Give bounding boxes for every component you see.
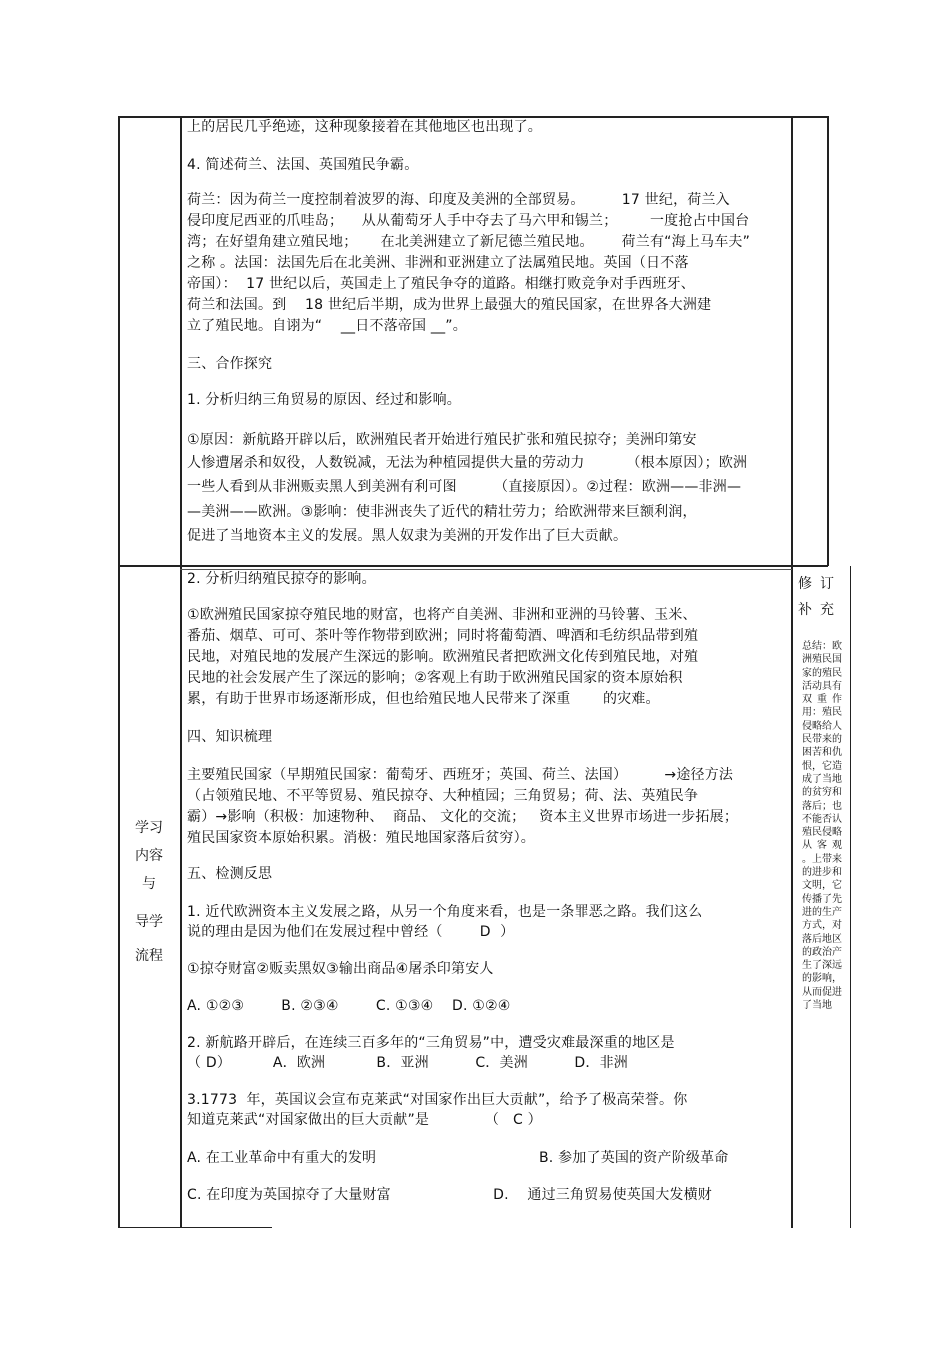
left-label: 与 [142, 876, 156, 892]
text-line: —美洲——欧洲。③影响：使非洲丧失了近代的精壮劳力；给欧洲带来巨额利润， [187, 504, 697, 520]
table-bottom-border [118, 1227, 272, 1228]
text-line: 上的居民几乎绝迹，这种现象接着在其他地区也出现了。 [187, 119, 542, 135]
question-text: 3.1773 年，英国议会宣布克莱武“对国家作出巨大贡献”，给予了极高荣誉。你 [187, 1092, 688, 1108]
question-heading: 1. 分析归纳三角贸易的原因、经过和影响。 [187, 392, 462, 408]
text-line: 民地，对殖民地的发展产生深远的影响。欧洲殖民者把欧洲文化传到殖民地，对殖 [187, 649, 699, 665]
table-right-border-lower [850, 566, 851, 1228]
text-line: 主要殖民国家（早期殖民国家：葡萄牙、西班牙；英国、荷兰、法国） →途径方法 [187, 767, 734, 783]
left-label: 内容 [135, 848, 163, 864]
text-line: （占领殖民地、不平等贸易、殖民掠夺、大种植园；三角贸易；荷、法、英殖民争 [187, 788, 699, 804]
section-heading: 四、知识梳理 [187, 729, 273, 745]
text-line: 立了殖民地。自诩为“ __日不落帝国 __”。 [187, 318, 467, 334]
section-heading: 三、合作探究 [187, 356, 273, 372]
revision-title: 补充 [798, 602, 842, 618]
section-heading: 五、检测反思 [187, 866, 273, 882]
question-options: A. 在工业革命中有重大的发明 B. 参加了英国的资产阶级革命 [187, 1150, 729, 1166]
question-text: 知道克莱武“对国家做出的巨大贡献”是 （ C ） [187, 1112, 542, 1128]
left-label: 学习 [135, 820, 163, 836]
revision-note: 总结：欧洲殖民国家的殖民活动具有双重作用：殖民侵略给人民带来的困苦和仇恨，它造成了当地的贫穷和落后；也不能否认殖民侵略从客观 。上带来的进步和文明，它传播了先进的生产方式，对落后地区的政治产生了深远的影响，从而促进了当地 [802, 641, 842, 1012]
question-text: 说的理由是因为他们在发展过程中曾经（ D ） [187, 924, 515, 940]
question-text: 2. 新航路开辟后，在连续三百多年的“三角贸易”中，遭受灾难最深重的地区是 [187, 1035, 675, 1051]
table-right-border [827, 116, 829, 566]
text-line: 一些人看到从非洲贩卖黑人到美洲有利可图 （直接原因）。②过程：欧洲——非洲— [187, 479, 742, 495]
text-line: 殖民国家资本原始积累。消极：殖民地国家落后贫穷）。 [187, 830, 535, 846]
question-options: （ D） A．欧洲 B．亚洲 C．美洲 D．非洲 [187, 1055, 628, 1071]
question-text: 1. 近代欧洲资本主义发展之路，从另一个角度来看，也是一条罪恶之路。我们这么 [187, 904, 703, 920]
question-options: A. ①②③ B. ②③④ C. ①③④ D. ①②④ [187, 998, 511, 1014]
text-line: 民地的社会发展产生了深远的影响；②客观上有助于欧洲殖民国家的资本原始积 [187, 670, 683, 686]
text-line: 荷兰和法国。到 18 世纪后半期，成为世界上最强大的殖民国家，在世界各大洲建 [187, 297, 712, 313]
table-left-border [118, 116, 120, 1228]
text-line: ①欧洲殖民国家掠夺殖民地的财富，也将产自美洲、非洲和亚洲的马铃薯、玉米、 [187, 607, 697, 623]
text-line: 帝国）： 17 世纪以后，英国走上了殖民争夺的道路。相继打败竞争对手西班牙、 [187, 276, 695, 292]
text-line: 侵印度尼西亚的爪哇岛； 从从葡萄牙人手中夺去了马六甲和锡兰； 一度抢占中国台 [187, 213, 750, 229]
text-line: 荷兰：因为荷兰一度控制着波罗的海、印度及美洲的全部贸易。 17 世纪，荷兰入 [187, 192, 730, 208]
left-label: 流程 [135, 948, 163, 964]
text-line: 促进了当地资本主义的发展。黑人奴隶为美洲的开发作出了巨大贡献。 [187, 528, 628, 544]
revision-title: 修订 [798, 576, 842, 592]
question-heading: 4. 简述荷兰、法国、英国殖民争霸。 [187, 157, 419, 173]
text-line: ①原因：新航路开辟以后，欧洲殖民者开始进行殖民扩张和殖民掠夺；美洲印第安 [187, 432, 697, 448]
table-inner-left-border [180, 116, 182, 1228]
question-options: ①掠夺财富②贩卖黑奴③输出商品④屠杀印第安人 [187, 961, 494, 977]
left-label: 导学 [135, 914, 163, 930]
table-inner-right-border [791, 116, 793, 1228]
text-line: 湾；在好望角建立殖民地； 在北美洲建立了新尼德兰殖民地。 荷兰有“海上马车夫” [187, 234, 751, 250]
text-line: 累，有助于世界市场逐渐形成，但也给殖民地人民带来了深重 的灾难。 [187, 691, 660, 707]
question-options: C. 在印度为英国掠夺了大量财富 D. 通过三角贸易使英国大发横财 [187, 1187, 713, 1203]
text-line: 番茄、烟草、可可、茶叶等作物带到欧洲；同时将葡萄酒、啤酒和毛纺织品带到殖 [187, 628, 699, 644]
text-line: 之称 。法国：法国先后在北美洲、非洲和亚洲建立了法属殖民地。英国（日不落 [187, 255, 689, 271]
text-line: 霸）→影响（积极：加速物种、 商品、 文化的交流； 资本主义世界市场进一步拓展； [187, 809, 739, 825]
table-row-divider [118, 565, 828, 567]
question-heading: 2. 分析归纳殖民掠夺的影响。 [187, 571, 376, 587]
text-line: 人惨遭屠杀和奴役，人数锐减，无法为种植园提供大量的劳动力 （根本原因）；欧洲 [187, 455, 748, 471]
